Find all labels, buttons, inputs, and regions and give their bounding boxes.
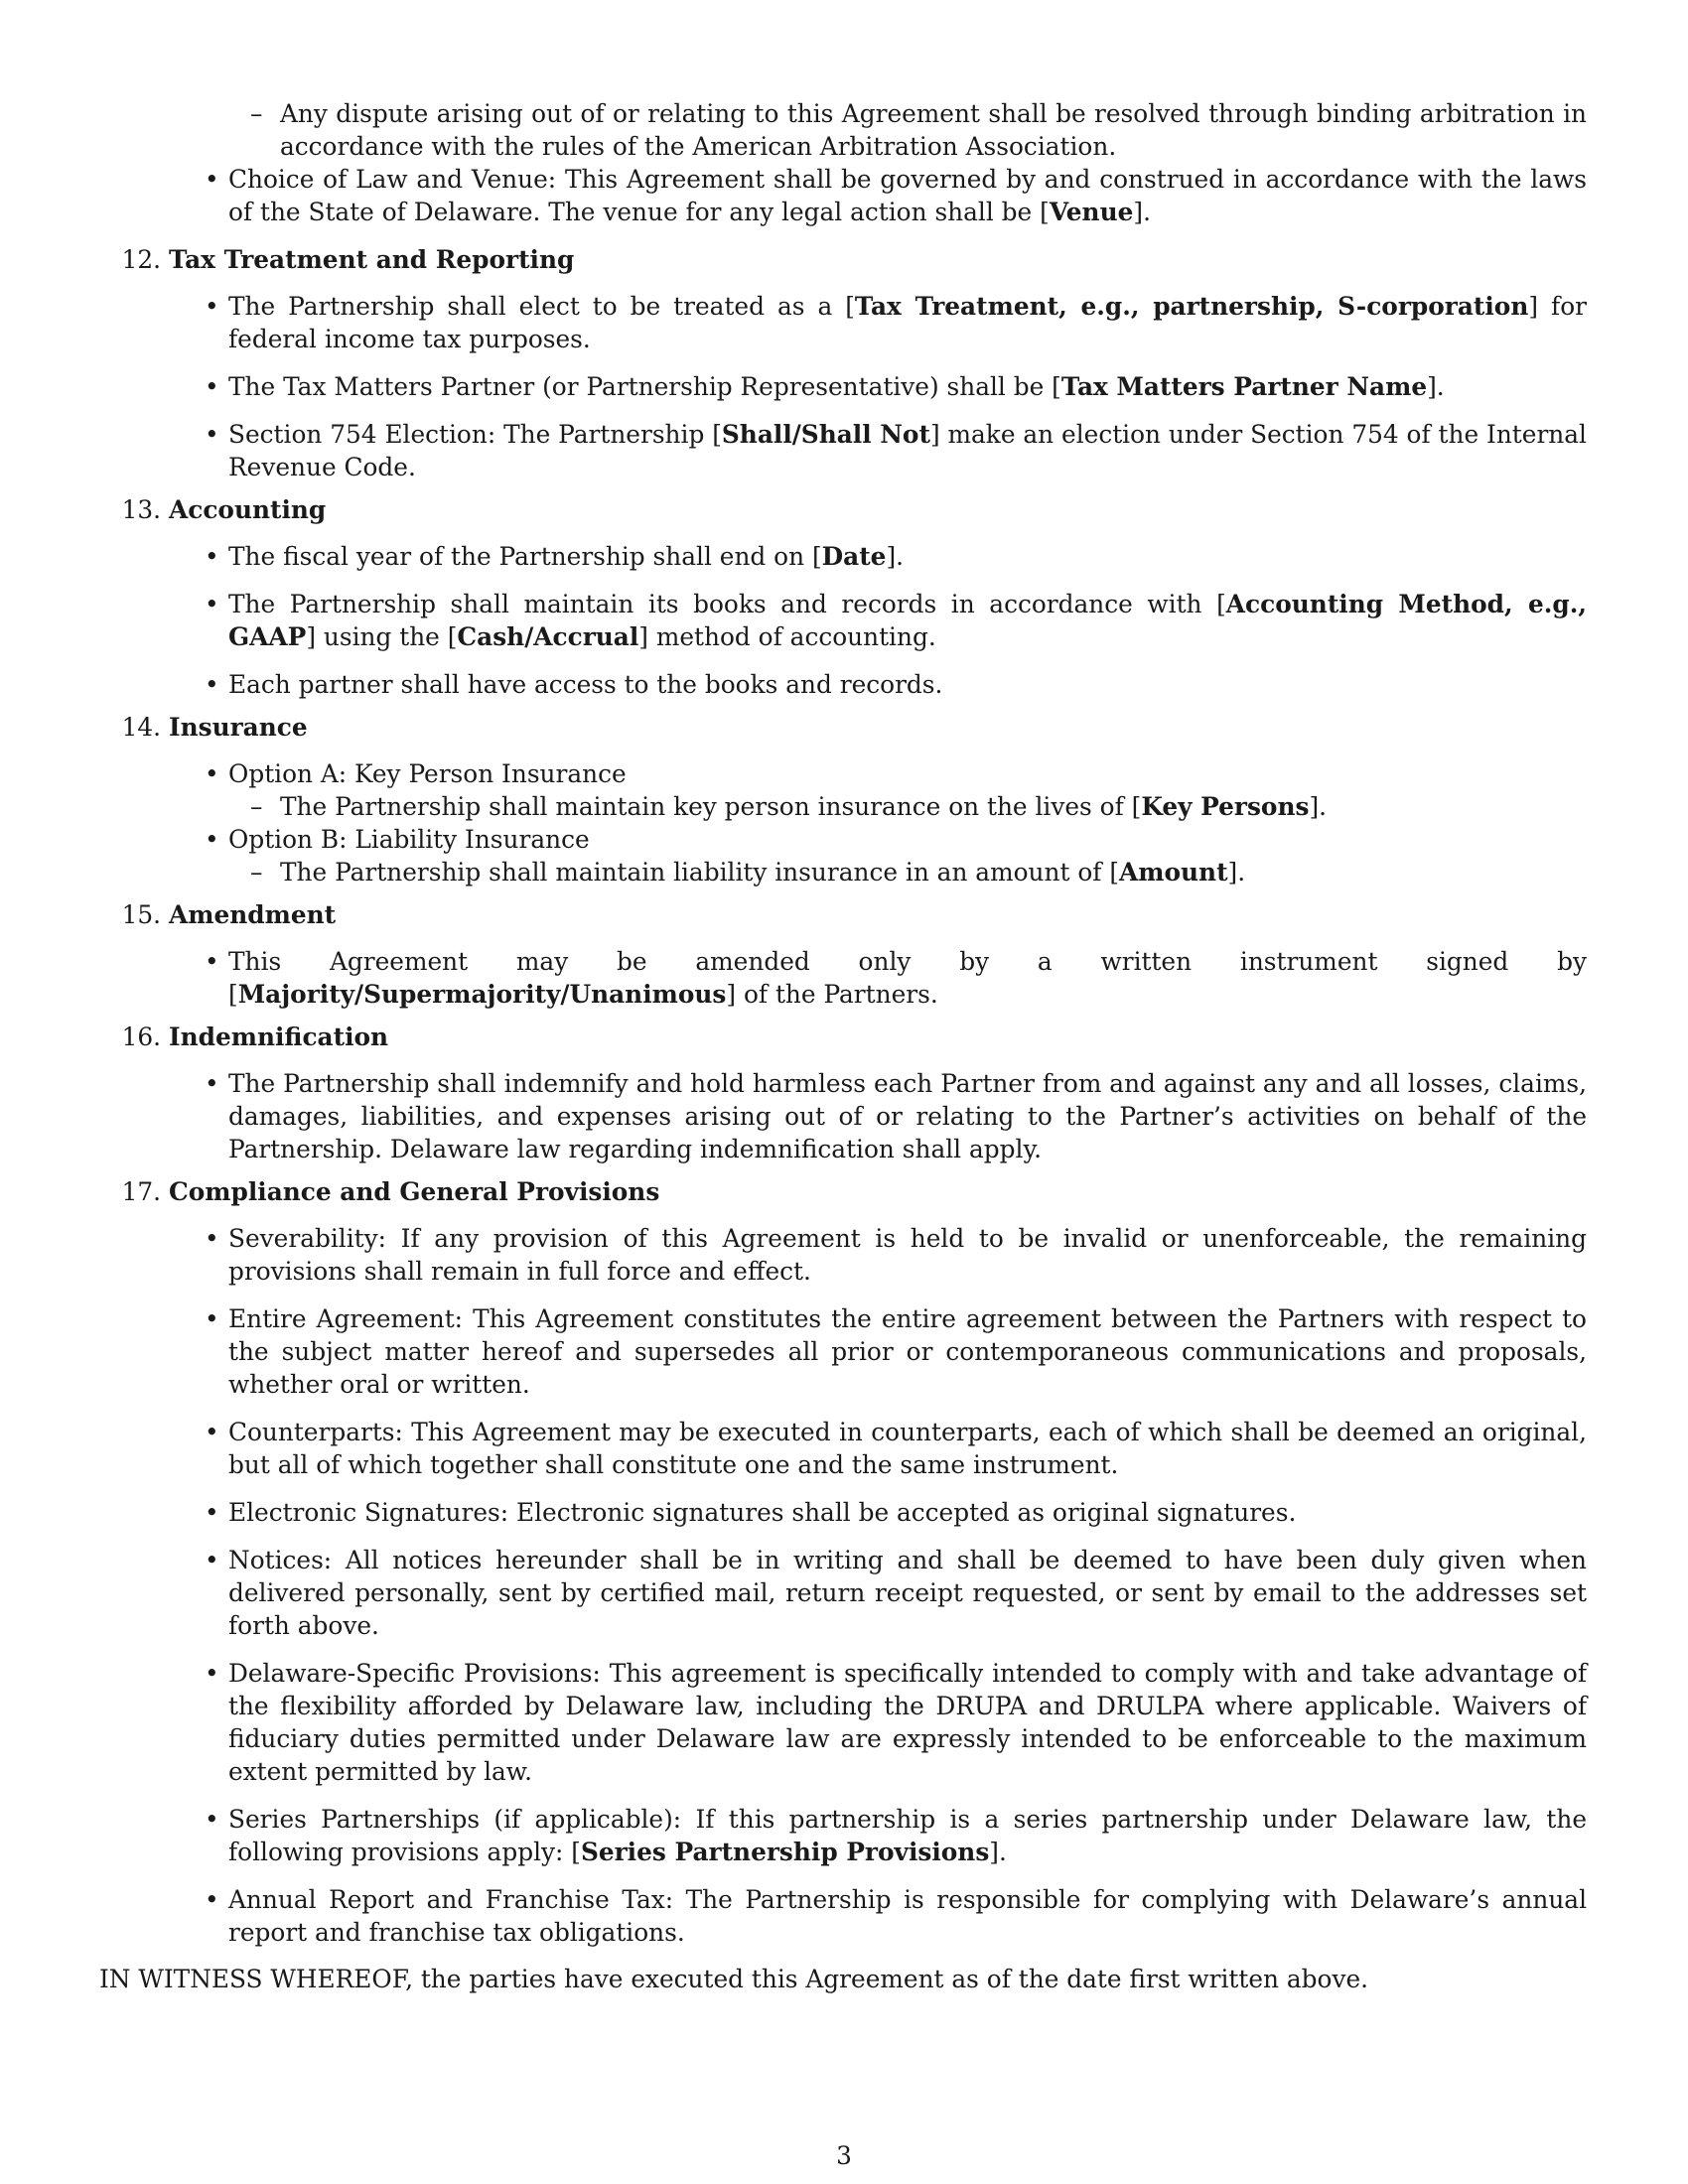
key-persons-placeholder: Key Persons [1141,792,1310,821]
arbitration-subitem [250,97,1587,163]
section-15 [99,898,1587,1011]
amount-placeholder: Amount [1119,858,1228,887]
list-item: • This Agreement may be amended only by a written instrument signed by [Majority/Supermajority/Unanimous] of the Partners. [205,947,1587,1009]
fiscal-date-placeholder: Date [821,542,887,571]
section-heading [121,243,1587,276]
section-number: 12. [121,245,161,274]
list-item: • The Partnership shall elect to be treated as a [Tax Treatment, e.g., partnership, S-corporation] for federal income tax purposes. [205,292,1588,353]
list-item: • The Tax Matters Partner (or Partnership Representative) shall be [Tax Matters Partner Name]. [205,372,1445,401]
choice-of-law-text: Choice of Law and Venue: This Agreement shall be governed by and construed in accordance with the laws of the State of Delaware. The venue for any legal action shall be [228,165,1587,226]
section-title: Amendment [169,900,337,929]
option-b-item: • Option B: Liability Insurance [205,825,590,854]
list-item: • Severability: If any provision of this Agreement is held to be invalid or unenforceable, the remaining provisions shall remain in full force and effect. [205,1224,1587,1286]
section-title: Insurance [169,713,308,742]
arbitration-text: Any dispute arising out of or relating to this Agreement shall be resolved through binding arbitration in accordance with the rules of the American Arbitration Association. [280,99,1587,161]
section-title: Indemnification [169,1023,389,1051]
cash-accrual-placeholder: Cash/Accrual [457,622,639,651]
list-item: • The fiscal year of the Partnership shall end on [Date]. [205,542,905,571]
list-item: • Notices: All notices hereunder shall be in writing and shall be deemed to have been duly given when delivered personally, sent by certified mail, return receipt requested, or sent by email to the addresses set forth above. [205,1546,1587,1640]
page-number: 3 [836,2141,852,2170]
section-number: 16. [121,1023,161,1051]
section-heading [121,711,1587,744]
tax-matters-partner-placeholder: Tax Matters Partner Name [1060,372,1428,401]
section-title: Tax Treatment and Reporting [169,245,575,274]
dash-marker: – [250,99,263,128]
tax-treatment-placeholder: Tax Treatment, e.g., partnership, S-corporation [854,292,1529,321]
list-item: • Annual Report and Franchise Tax: The Partnership is responsible for complying with Delaware’s annual report and franchise tax obligations. [205,1885,1587,1947]
list-item: • The Partnership shall maintain its books and records in accordance with [Accounting Method, e.g., GAAP] using the [Cash/Accrual] method of accounting. [205,590,1587,651]
amendment-vote-placeholder: Majority/Supermajority/Unanimous [237,980,727,1009]
section-754-placeholder: Shall/Shall Not [721,420,930,449]
list-item: • Section 754 Election: The Partnership [Shall/Shall Not] make an election under Section 754 of the Internal Revenue Code. [205,420,1587,481]
section-heading [121,898,1587,931]
section-number: 17. [121,1177,161,1206]
section-heading [121,1175,1587,1208]
section-12 [99,243,1587,483]
series-provisions-placeholder: Series Partnership Provisions [580,1838,990,1866]
witness-clause: IN WITNESS WHEREOF, the parties have executed this Agreement as of the date first written above. [99,1965,1369,1993]
option-a-item: • Option A: Key Person Insurance [205,759,627,788]
section-13 [99,493,1587,701]
list-item: • Delaware-Specific Provisions: This agreement is specifically intended to comply with and take advantage of the flexibility afforded by Delaware law, including the DRUPA and DRULPA where applicable. Waivers of fiduciary duties permitted under Delaware law are expressly intended to be enforceable to the maximum extent permitted by law. [205,1659,1587,1786]
section-number: 13. [121,495,161,524]
section-title: Accounting [169,495,327,524]
section-heading [121,493,1587,526]
bullet-marker: • [205,165,219,194]
section-heading [121,1021,1587,1053]
venue-placeholder: Venue [1049,198,1134,226]
list-item: • Counterparts: This Agreement may be executed in counterparts, each of which shall be deemed an original, but all of which together shall constitute one and the same instrument. [205,1418,1587,1479]
continuation-list [99,97,1587,228]
list-item: • Each partner shall have access to the books and records. [205,670,943,699]
list-item: • Entire Agreement: This Agreement constitutes the entire agreement between the Partners with respect to the subject matter hereof and supersedes all prior or contemporaneous communications and proposals, whether oral or written. [205,1304,1587,1399]
option-b-subitem: – The Partnership shall maintain liability insurance in an amount of [Amount]. [250,858,1246,887]
section-number: 14. [121,713,161,742]
choice-of-law-item: • Choice of Law and Venue: This Agreement shall be governed by and construed in accordance with the laws of the State of Delaware. The venue for any legal action shall be [Venue]. [205,165,1587,226]
list-item: • Series Partnerships (if applicable): If this partnership is a series partnership under Delaware law, the following provisions apply: [Series Partnership Provisions]. [205,1805,1587,1866]
section-number: 15. [121,900,161,929]
section-17 [99,1175,1587,1949]
list-item: • The Partnership shall indemnify and hold harmless each Partner from and against any and all losses, claims, damages, liabilities, and expenses arising out of or relating to the Partner’s activities on behalf of the Partnership. Delaware law regarding indemnification shall apply. [205,1069,1587,1163]
option-a-subitem: – The Partnership shall maintain key person insurance on the lives of [Key Persons]. [250,792,1328,821]
list-item: • Electronic Signatures: Electronic signatures shall be accepted as original signatures. [205,1498,1297,1527]
section-16 [99,1021,1587,1165]
accounting-method-placeholder: Accounting Method, e.g., GAAP [228,590,1587,651]
section-title: Compliance and General Provisions [169,1177,660,1206]
section-14 [99,711,1587,888]
